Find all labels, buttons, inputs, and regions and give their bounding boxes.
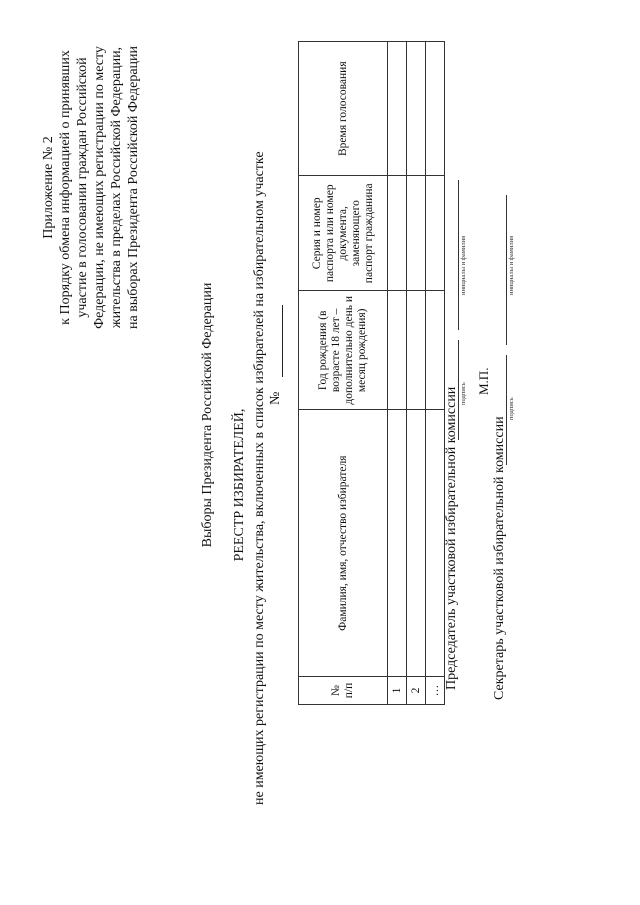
row-number: 1 xyxy=(388,676,407,704)
appendix-header xyxy=(40,15,142,360)
cell-voting-time[interactable] xyxy=(426,42,445,176)
station-number-blank xyxy=(282,305,283,377)
header-full-name: Фамилия, имя, отчество избирателя xyxy=(299,410,388,677)
cell-birth-year[interactable] xyxy=(426,291,445,410)
cell-birth-year[interactable] xyxy=(407,291,426,410)
cell-birth-year[interactable] xyxy=(388,291,407,410)
secretary-label: Секретарь участковой избирательной комиссии xyxy=(492,416,507,700)
cell-passport[interactable] xyxy=(407,176,426,291)
registry-subtitle: не имеющих регистрации по месту жительства, включенных в список избирателей на избирательном участке xyxy=(252,151,267,805)
secretary-signature-line[interactable] xyxy=(506,355,507,465)
cell-full-name[interactable] xyxy=(407,410,426,677)
election-title: Выборы Президента Российской Федерации xyxy=(200,282,215,548)
appendix-line: Федерации, не имеющих регистрации по месту xyxy=(92,46,107,329)
appendix-line: Приложение № 2 xyxy=(41,136,56,239)
registry-table xyxy=(298,41,445,705)
table-row xyxy=(426,42,445,705)
station-number-label: № xyxy=(268,391,283,405)
cell-full-name[interactable] xyxy=(388,410,407,677)
chairman-signature-line[interactable] xyxy=(458,340,459,440)
table-row xyxy=(388,42,407,705)
header-number: № п/п xyxy=(299,676,388,704)
row-number: … xyxy=(426,676,445,704)
appendix-line: на выборах Президента Российской Федерации xyxy=(126,45,141,330)
row-number: 2 xyxy=(407,676,426,704)
cell-passport[interactable] xyxy=(388,176,407,291)
cell-passport[interactable] xyxy=(426,176,445,291)
appendix-line: участие в голосовании граждан Российской xyxy=(75,57,90,318)
stamp-place: М.П. xyxy=(476,367,491,395)
secretary-name-hint: инициалы и фамилия xyxy=(508,235,515,295)
header-birth-year: Год рождения (в возрасте 18 лет – дополнительно день и месяц рождения) xyxy=(299,291,388,410)
cell-voting-time[interactable] xyxy=(407,42,426,176)
registry-title: РЕЕСТР ИЗБИРАТЕЛЕЙ, xyxy=(232,408,247,562)
chairman-signature-hint: подпись xyxy=(460,382,467,405)
secretary-signature-hint: подпись xyxy=(508,397,515,420)
header-passport: Серия и номер паспорта или номер документа, заменяющего паспорт гражданина xyxy=(299,176,388,291)
cell-voting-time[interactable] xyxy=(388,42,407,176)
header-voting-time: Время голосования xyxy=(299,42,388,176)
appendix-line: к Порядку обмена информацией о принявших xyxy=(58,50,73,325)
table-header-row xyxy=(299,42,388,705)
appendix-line: жительства в пределах Российской Федерации, xyxy=(109,46,124,329)
chairman-label: Председатель участковой избирательной комиссии xyxy=(444,386,459,690)
chairman-name-hint: инициалы и фамилия xyxy=(460,235,467,295)
chairman-name-line[interactable] xyxy=(458,180,459,330)
secretary-name-line[interactable] xyxy=(506,195,507,345)
cell-full-name[interactable] xyxy=(426,410,445,677)
table-row xyxy=(407,42,426,705)
